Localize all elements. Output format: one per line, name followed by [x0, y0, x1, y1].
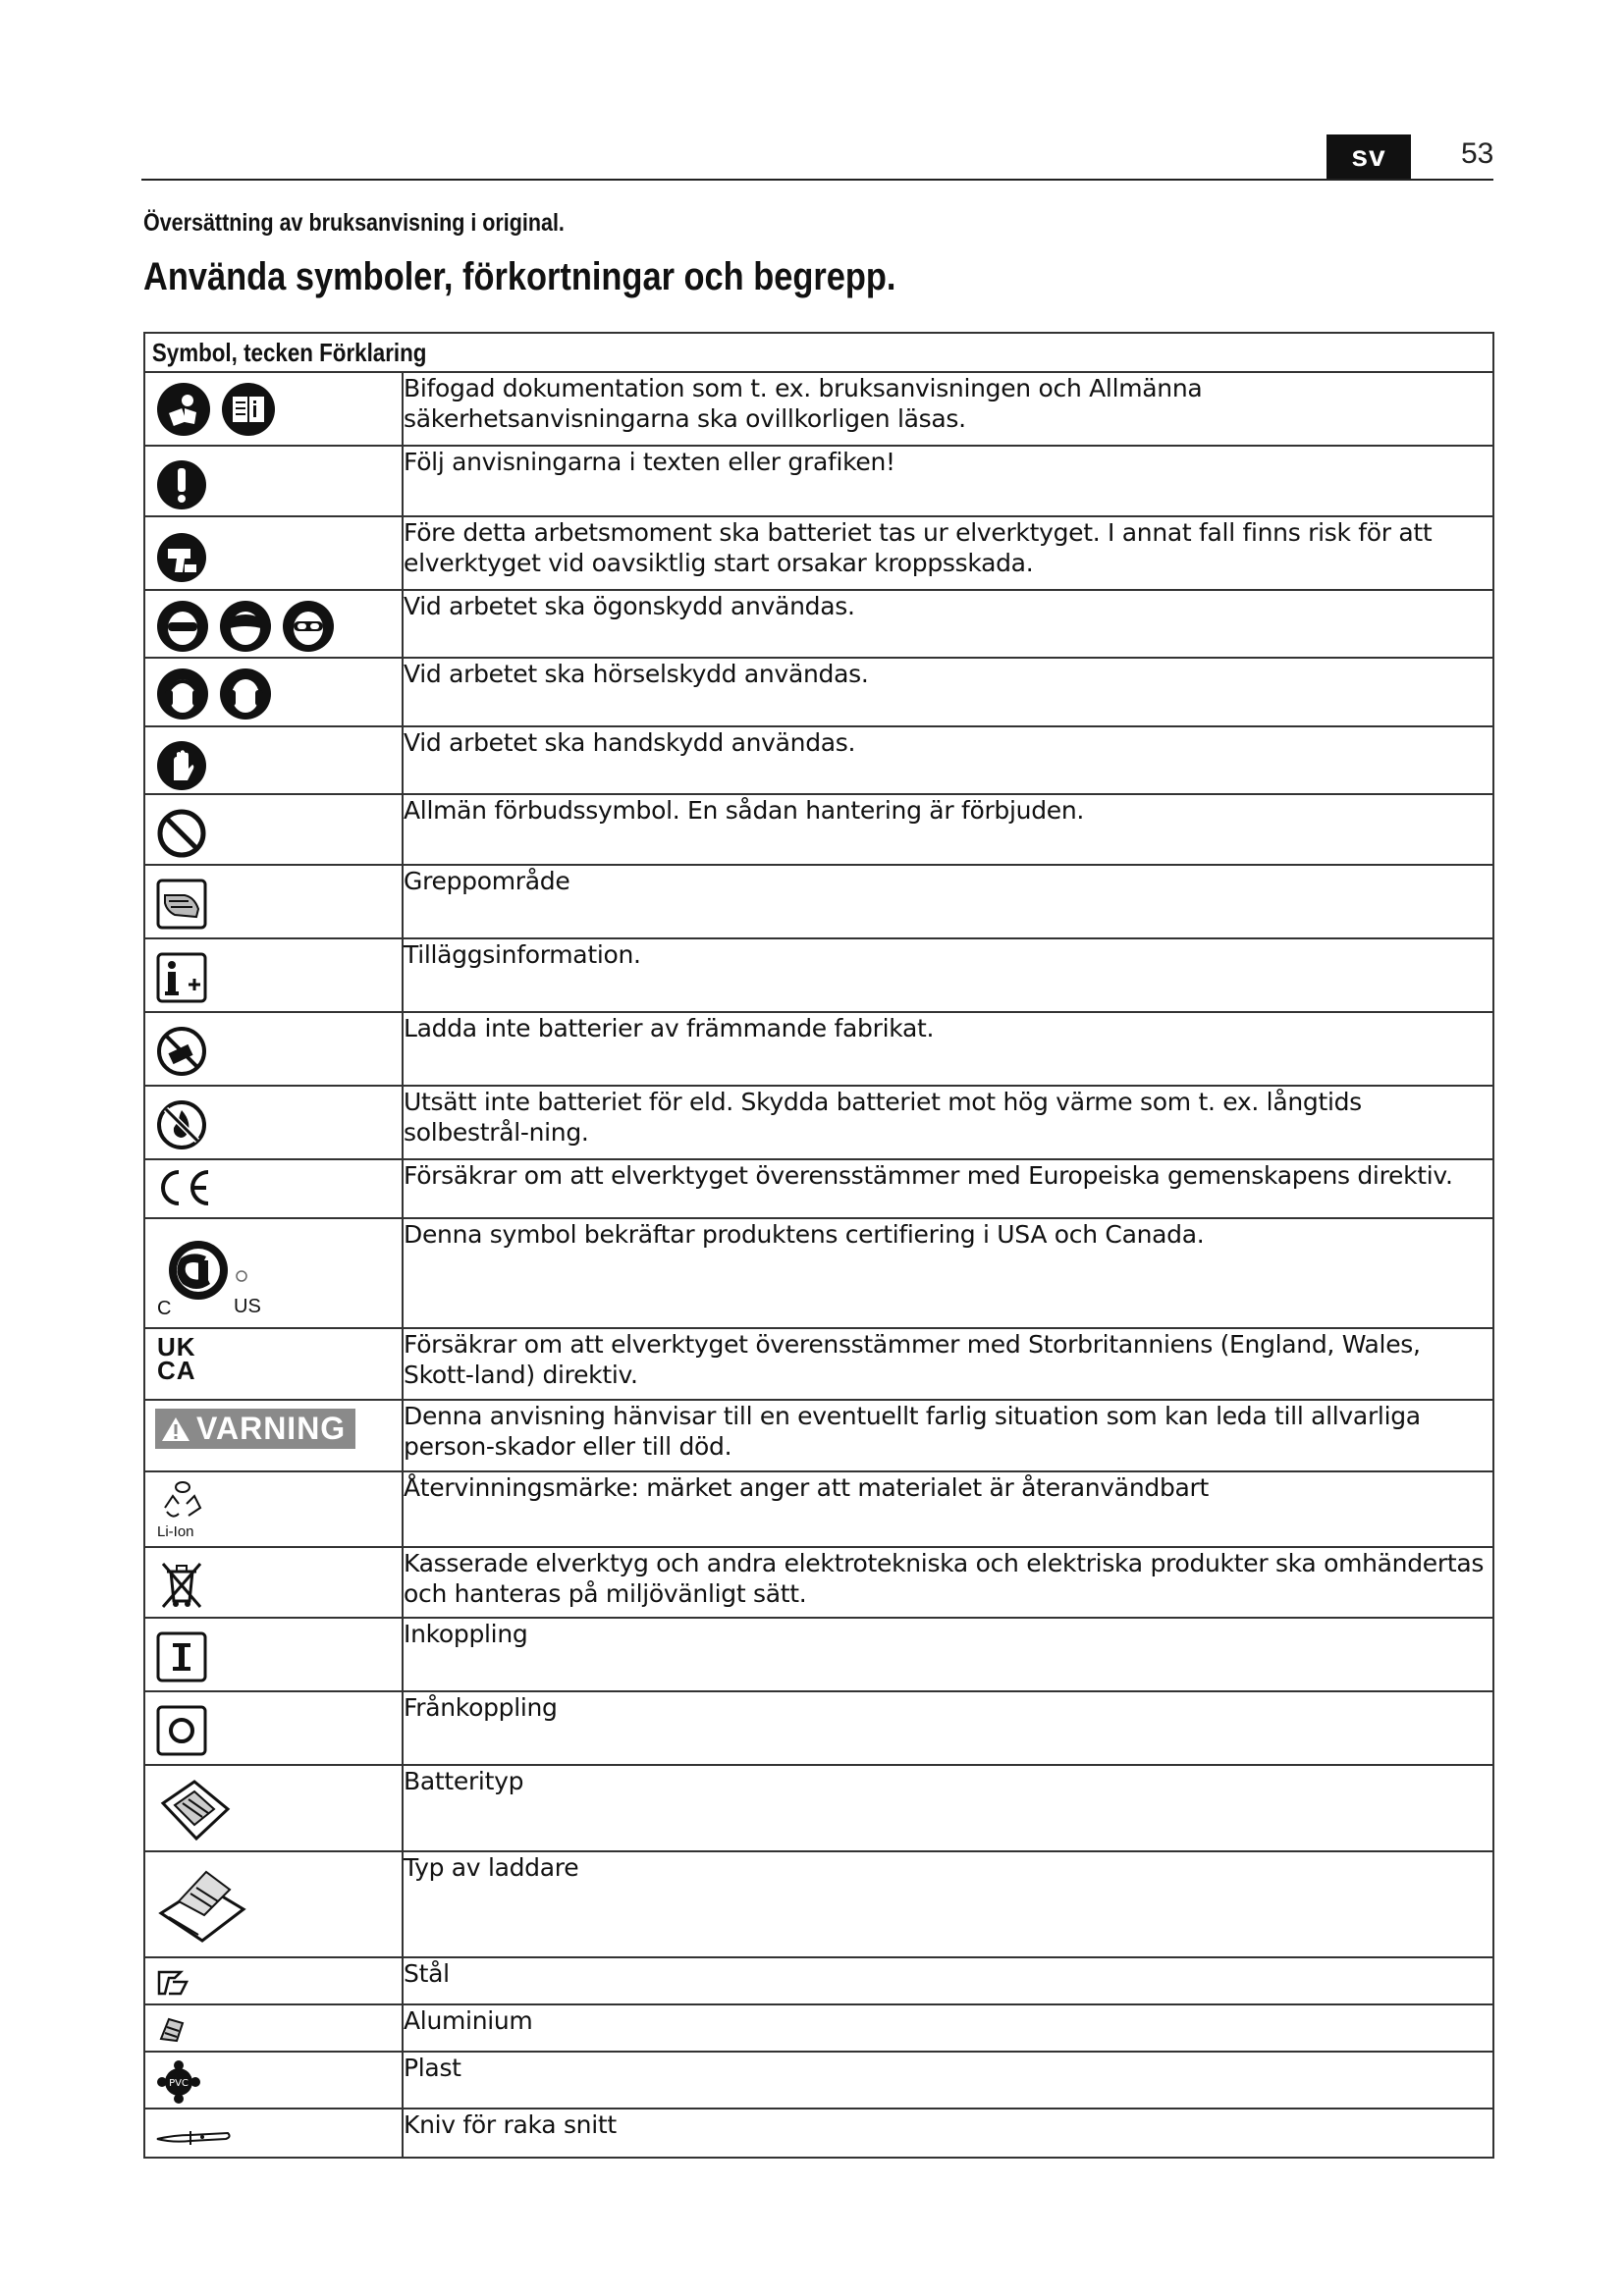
row-text: Kasserade elverktyg och andra elektrotekniska och elektriska produkter ska omhändertas och hanteras på miljövänligt sätt. [403, 1547, 1493, 1618]
table-row [144, 1400, 1493, 1471]
ce-mark-icon [155, 1168, 214, 1207]
svg-text:PVC: PVC [169, 2078, 189, 2089]
steel-icon [155, 1966, 190, 1998]
row-text: Kniv för raka snitt [403, 2109, 1493, 2158]
warning-label-text: VARNING [196, 1411, 347, 1446]
weee-bin-icon [155, 1558, 208, 1611]
eye-protection-icon [155, 599, 210, 654]
row-text: Plast [403, 2052, 1493, 2109]
row-text: Vid arbetet ska handskydd användas. [403, 726, 1493, 794]
mandatory-action-icon [155, 458, 208, 511]
row-text: Batterityp [403, 1765, 1493, 1851]
ear-protection-icon [218, 667, 273, 721]
row-text: Vid arbetet ska ögonskydd användas. [403, 590, 1493, 658]
ukca-top: UK [157, 1332, 196, 1362]
ukca-mark-icon [145, 1329, 402, 1385]
li-ion-label: Li-Ion [157, 1523, 194, 1540]
grip-area-icon [155, 878, 208, 931]
table-row [144, 2004, 1493, 2052]
table-row [144, 865, 1493, 938]
no-fire-icon [155, 1098, 208, 1151]
row-text: Frånkoppling [403, 1691, 1493, 1765]
table-row [144, 516, 1493, 590]
symbol-table [143, 332, 1494, 2159]
no-foreign-charger-icon [155, 1025, 208, 1078]
table-row [144, 1471, 1493, 1547]
col-symbol-header: Symbol, tecken [151, 338, 313, 367]
row-text: Allmän förbudssymbol. En sådan hantering är förbjuden. [403, 794, 1493, 865]
table-row [144, 1957, 1493, 2004]
row-text: Bifogad dokumentation som t. ex. bruksanvisningen och Allmänna säkerhetsanvisningarna ska ovillkorligen läsas. [403, 372, 1493, 446]
manual-book-icon [220, 381, 277, 438]
table-row [144, 726, 1493, 794]
table-row [144, 1218, 1493, 1328]
straight-knife-icon [155, 2119, 234, 2149]
row-text: Inkoppling [403, 1618, 1493, 1691]
table-header-row [144, 333, 1493, 372]
aluminium-icon [155, 2013, 190, 2045]
recycling-icon [159, 1478, 206, 1523]
info-plus-icon [155, 951, 208, 1004]
read-manual-icon [155, 381, 212, 438]
remove-battery-icon [155, 531, 208, 584]
row-text: Typ av laddare [403, 1851, 1493, 1957]
table-row [144, 1086, 1493, 1159]
csa-us-label: US [234, 1296, 261, 1317]
ukca-bottom: CA [157, 1356, 196, 1385]
charger-type-icon [155, 1864, 249, 1949]
row-text: Greppområde [403, 865, 1493, 938]
table-row [144, 1328, 1493, 1400]
language-badge: sv [1326, 134, 1411, 179]
table-row [144, 938, 1493, 1012]
row-text: Denna anvisning hänvisar till en eventuellt farlig situation som kan leda till allvarliga person-skador eller till död. [403, 1400, 1493, 1471]
warning-label [155, 1409, 355, 1449]
table-row [144, 794, 1493, 865]
table-row [144, 1547, 1493, 1618]
table-row [144, 1851, 1493, 1957]
row-text: Återvinningsmärke: märket anger att materialet är återanvändbart [403, 1471, 1493, 1547]
glove-protection-icon [155, 739, 208, 792]
row-text: Före detta arbetsmoment ska batteriet tas ur elverktyget. I annat fall finns risk för att elverktyget vid oavsiktlig start orsakar kroppsskada. [403, 516, 1493, 590]
row-text: Aluminium [403, 2004, 1493, 2052]
table-row [144, 1765, 1493, 1851]
power-on-icon [155, 1630, 208, 1683]
table-row [144, 1618, 1493, 1691]
table-header [144, 333, 1493, 372]
row-text: Försäkrar om att elverktyget överensstämmer med Storbritanniens (England, Wales, Skott-land) direktiv. [403, 1328, 1493, 1400]
prohibition-icon [155, 807, 208, 860]
table-row [144, 1012, 1493, 1086]
ear-muffs-icon [155, 667, 210, 721]
document-subtitle: Översättning av bruksanvisning i original. [143, 209, 565, 237]
table-row [144, 590, 1493, 658]
face-shield-icon [218, 599, 273, 654]
warning-triangle-icon [161, 1416, 190, 1442]
header-rule [141, 179, 1493, 181]
table-row [144, 658, 1493, 726]
row-text: Vid arbetet ska hörselskydd användas. [403, 658, 1493, 726]
page-number: 53 [1461, 137, 1494, 170]
table-row [144, 2109, 1493, 2158]
row-text: Denna symbol bekräftar produktens certifiering i USA och Canada. [403, 1218, 1493, 1328]
plastic-icon [155, 2058, 202, 2106]
row-text: Stål [403, 1957, 1493, 2004]
table-row [144, 372, 1493, 446]
table-row [144, 1159, 1493, 1218]
table-row [144, 446, 1493, 516]
table-row [144, 2052, 1493, 2109]
row-text: Tilläggsinformation. [403, 938, 1493, 1012]
power-off-icon [155, 1704, 208, 1757]
row-text: Följ anvisningarna i texten eller grafiken! [403, 446, 1493, 516]
page-title: Använda symboler, förkortningar och begrepp. [143, 255, 896, 298]
col-explanation-header: Förklaring [319, 338, 427, 367]
row-text: Ladda inte batterier av främmande fabrikat. [403, 1012, 1493, 1086]
csa-c-label: C [157, 1298, 172, 1319]
goggles-icon [281, 599, 336, 654]
row-text: Utsätt inte batteriet för eld. Skydda batteriet mot hög värme som t. ex. långtids solbestrål-ning. [403, 1086, 1493, 1159]
table-row [144, 1691, 1493, 1765]
row-text: Försäkrar om att elverktyget överensstämmer med Europeiska gemenskapens direktiv. [403, 1159, 1493, 1218]
battery-type-icon [155, 1774, 234, 1848]
